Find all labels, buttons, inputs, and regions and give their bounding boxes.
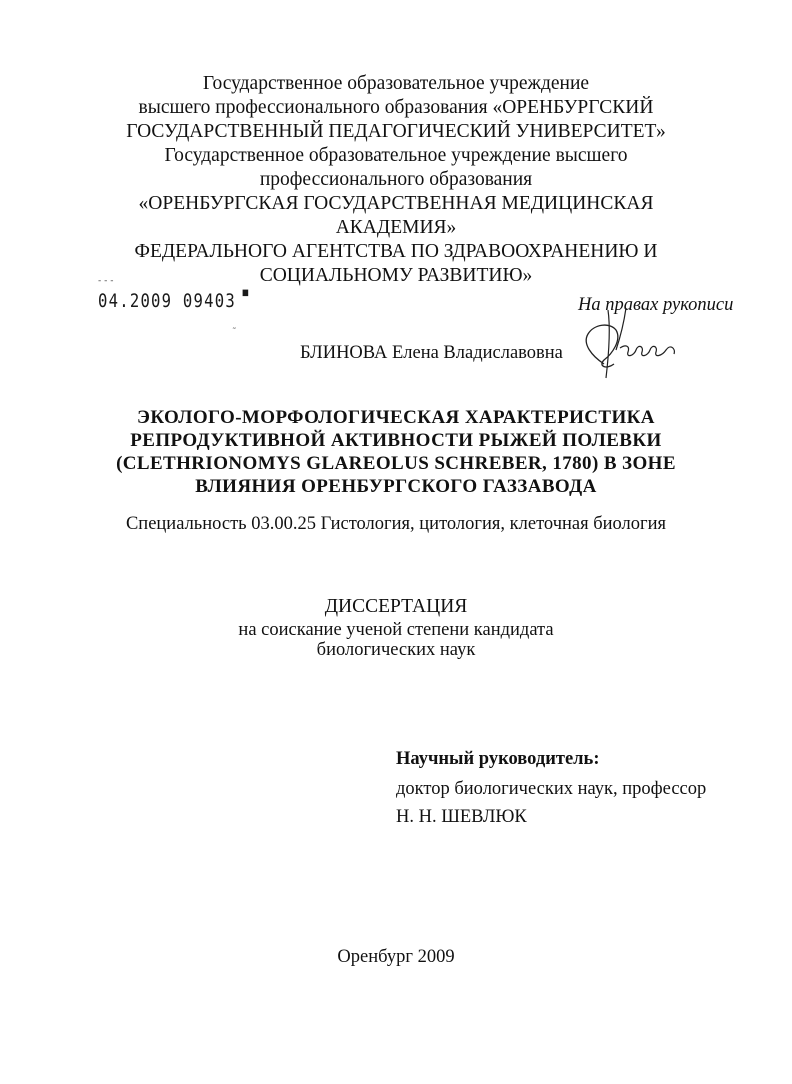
supervisor-label: Научный руководитель: [396,749,600,769]
institution-line-3: ГОСУДАРСТВЕННЫЙ ПЕДАГОГИЧЕСКИЙ УНИВЕРСИТЕТ» [126,121,666,142]
institution-line-7: АКАДЕМИЯ» [335,217,457,238]
manuscript-note: На правах рукописи [578,295,734,315]
specialty: Специальность 03.00.25 Гистология, цитология, клеточная биология [125,514,667,534]
dissertation-heading: ДИССЕРТАЦИЯ [324,596,468,617]
title-line-4: ВЛИЯНИЯ ОРЕНБУРГСКОГО ГАЗЗАВОДА [195,476,597,497]
institution-line-4: Государственное образовательное учреждение высшего [164,145,628,166]
registration-stamp [98,290,249,312]
scan-mark: - - - [98,276,114,286]
institution-line-5: профессионального образования [259,169,533,190]
author-name: БЛИНОВА Елена Владиславовна [300,343,563,363]
place-year: Оренбург 2009 [337,947,455,967]
title-line-1: ЭКОЛОГО-МОРФОЛОГИЧЕСКАЯ ХАРАКТЕРИСТИКА [137,407,655,428]
scan-mark: ˷ [232,320,237,330]
institution-line-6: «ОРЕНБУРГСКАЯ ГОСУДАРСТВЕННАЯ МЕДИЦИНСКАЯ [138,193,654,214]
signature-label: Блинова [574,314,578,315]
institution-line-1: Государственное образовательное учреждение [202,73,590,94]
institution-line-8: ФЕДЕРАЛЬНОГО АГЕНТСТВА ПО ЗДРАВООХРАНЕНИЮ И [134,241,658,262]
title-line-3: (CLETHRIONOMYS GLAREOLUS SCHREBER, 1780) В ЗОНЕ [116,453,676,474]
author-signature [564,304,694,384]
supervisor-name: Н. Н. ШЕВЛЮК [396,807,527,827]
stamp-number: 04.2009 09403 [98,290,236,312]
institution-line-2: высшего профессионального образования «ОРЕНБУРГСКИЙ [138,97,654,118]
institution-line-9: СОЦИАЛЬНОМУ РАЗВИТИЮ» [259,265,533,286]
supervisor-degree: доктор биологических наук, профессор [396,779,707,799]
degree-line-2: биологических наук [316,640,476,660]
stamp-mark: ▀ [235,290,250,303]
degree-line-1: на соискание ученой степени кандидата [238,620,554,640]
title-line-2: РЕПРОДУКТИВНОЙ АКТИВНОСТИ РЫЖЕЙ ПОЛЕВКИ [130,430,662,451]
